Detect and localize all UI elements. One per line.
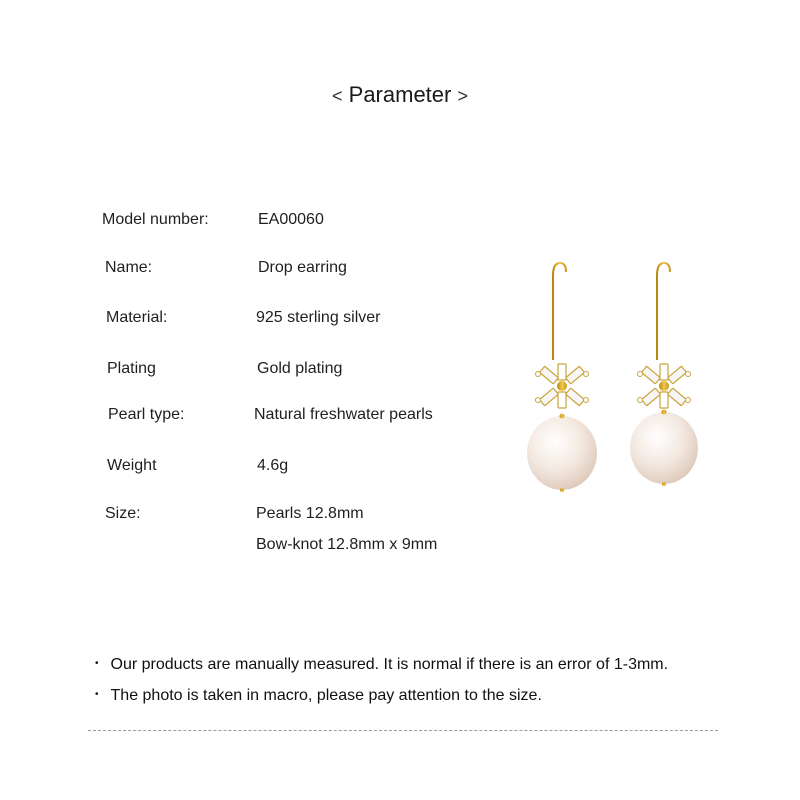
note-macro: [95, 687, 542, 705]
earrings-photo: [520, 258, 710, 498]
note-text: The photo is taken in macro, please pay attention to the size.: [110, 687, 542, 704]
param-label-material: Material:: [106, 309, 168, 326]
earring-left: [527, 263, 597, 492]
bullet-icon: •: [95, 689, 99, 700]
dashed-divider: [88, 730, 718, 731]
note-measurement: [95, 656, 668, 674]
param-label-pearl-type: Pearl type:: [108, 406, 185, 423]
param-label-plating: Plating: [107, 360, 156, 377]
param-label-model: Model number:: [102, 211, 209, 228]
param-label-weight: Weight: [107, 457, 157, 474]
param-value-plating: Gold plating: [257, 360, 343, 377]
param-value-size: Pearls 12.8mm: [256, 505, 364, 522]
param-value-model: EA00060: [258, 211, 324, 228]
param-value-size-2: Bow-knot 12.8mm x 9mm: [256, 536, 438, 553]
param-value-pearl-type: Natural freshwater pearls: [254, 406, 433, 423]
bullet-icon: •: [95, 658, 99, 669]
page-title: < Parameter >: [332, 82, 468, 107]
earring-right: [630, 263, 698, 486]
title-text: Parameter: [348, 82, 452, 107]
param-label-size: Size:: [105, 505, 141, 522]
param-value-name: Drop earring: [258, 259, 347, 276]
note-text: Our products are manually measured. It is normal if there is an error of 1-3mm.: [110, 656, 669, 673]
param-value-weight: 4.6g: [257, 457, 289, 474]
param-label-name: Name:: [105, 259, 153, 276]
param-value-material: 925 sterling silver: [256, 309, 381, 326]
